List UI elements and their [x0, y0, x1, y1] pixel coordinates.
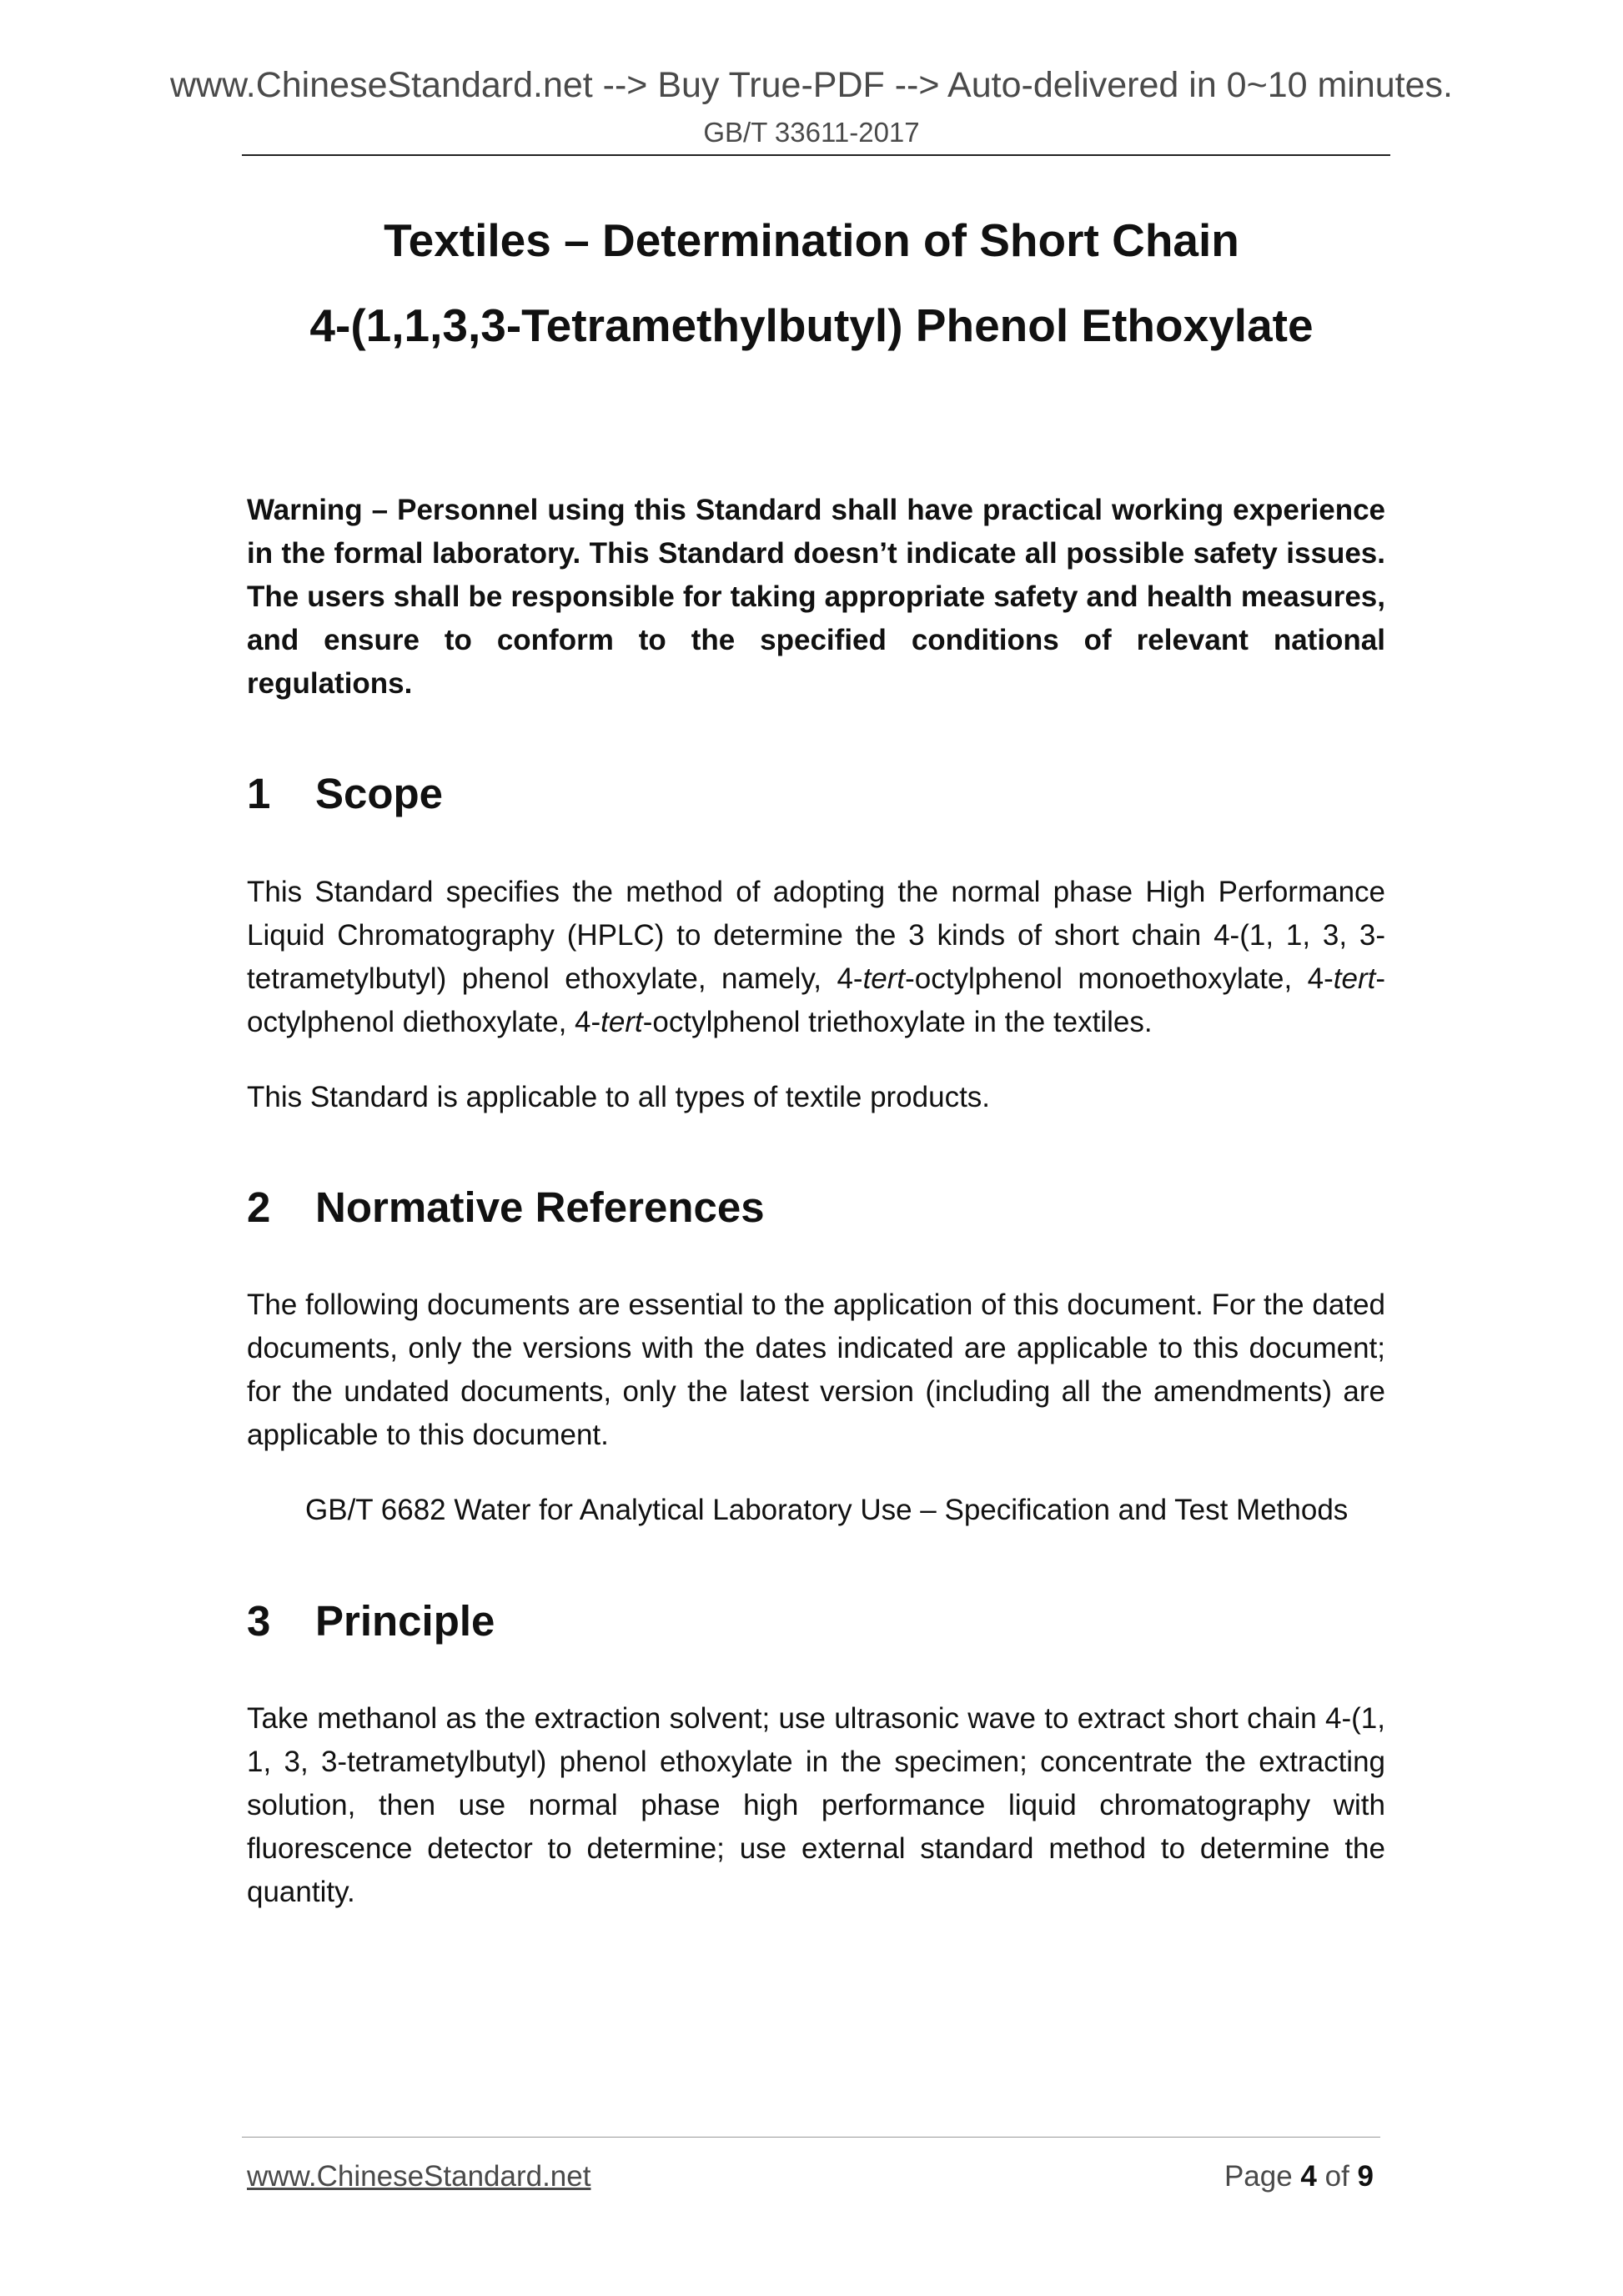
section-heading-scope: [247, 769, 443, 819]
reference-item: GB/T 6682 Water for Analytical Laboratory Use – Specification and Test Methods: [305, 1494, 1349, 1526]
current-page: 4: [1300, 2160, 1317, 2193]
italic-term: tert: [600, 1006, 643, 1038]
section-number: 2: [247, 1183, 271, 1231]
section-title: Scope: [315, 770, 444, 817]
references-paragraph: The following documents are essential to the application of this document. For the dated documents, only the versions with the dates indicated are applicable to this document; for the undated documents, only the latest version (including all the amendments) are applicable to this document.: [247, 1289, 1385, 1451]
section-number: 3: [247, 1597, 271, 1645]
scope-paragraph-1: [247, 871, 1385, 1044]
warning-paragraph: Warning – Personnel using this Standard shall have practical working experience in the formal laboratory. This Standard doesn’t indicate all possible safety issues. The users shall be responsible for taking appropriate safety and health measures, and ensure to conform to the specified conditions of relevant national regulations.: [247, 494, 1385, 700]
section-number: 1: [247, 770, 271, 817]
page-number: [1224, 2158, 1374, 2195]
section-title: Principle: [315, 1597, 495, 1645]
italic-term: tert: [1333, 962, 1376, 995]
italic-term: tert: [862, 962, 906, 995]
document-title-line-2: 4-(1,1,3,3-Tetramethylbutyl) Phenol Ethoxylate: [309, 299, 1314, 351]
text-run: -octylphenol triethoxylate in the textiles.: [642, 1006, 1153, 1038]
text-run: -octylphenol monoethoxylate, 4-: [905, 962, 1334, 995]
document-title-line-1: Textiles – Determination of Short Chain: [384, 214, 1239, 266]
page-prefix: Page: [1224, 2160, 1301, 2193]
section-heading-normative-references: [247, 1183, 765, 1233]
section-heading-principle: [247, 1596, 495, 1646]
header-banner: www.ChineseStandard.net --> Buy True-PDF --> Auto-delivered in 0~10 minutes.: [169, 65, 1453, 105]
text-run: -octylphenol diethoxylate, 4-: [247, 962, 1385, 1038]
footer-website-link[interactable]: www.ChineseStandard.net: [247, 2160, 591, 2193]
footer-divider: [242, 2137, 1380, 2138]
scope-paragraph-2: This Standard is applicable to all types of textile products.: [247, 1081, 991, 1113]
section-title: Normative References: [315, 1183, 765, 1231]
text-run: This Standard specifies the method of adopting the normal phase High Performance Liquid Chromatography (HPLC) to determine the 3 kinds of short chain 4-(1, 1, 3, 3-tetrametylbutyl) phenol ethoxylate, namely, 4-: [247, 876, 1385, 995]
header-divider: [242, 154, 1390, 156]
principle-paragraph: Take methanol as the extraction solvent; use ultrasonic wave to extract short chain 4-(1, 1, 3, 3-tetrametylbutyl) phenol ethoxylate in the specimen; concentrate the extracting solution, then use normal phase high performance liquid chromatography with fluorescence detector to determine; use external standard method to determine the quantity.: [247, 1702, 1385, 1908]
standard-number: GB/T 33611-2017: [703, 117, 920, 148]
total-pages: 9: [1357, 2160, 1374, 2193]
page-of: of: [1316, 2160, 1358, 2193]
